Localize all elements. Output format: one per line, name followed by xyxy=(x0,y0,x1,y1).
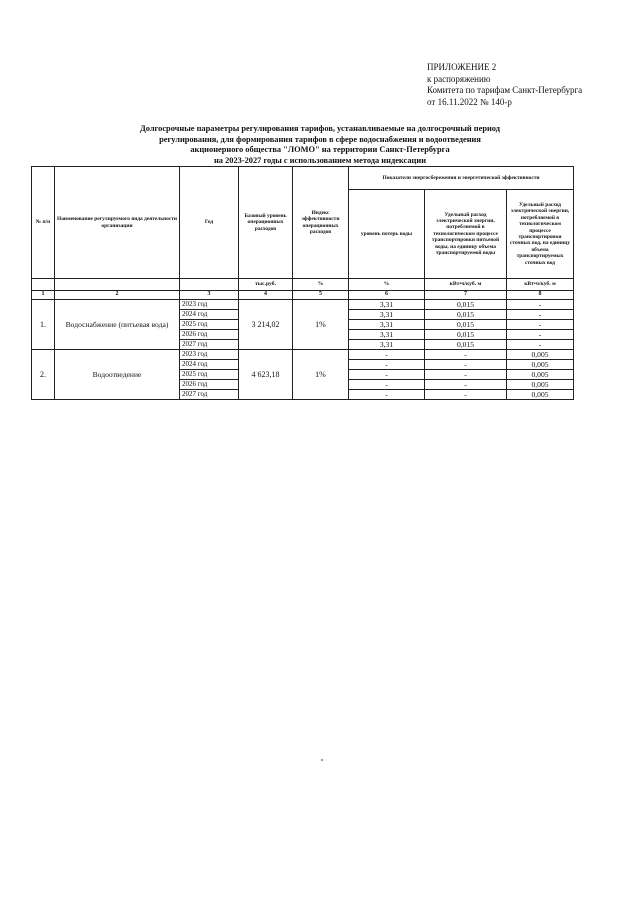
water-loss-value: - xyxy=(349,390,425,400)
elec-waste-value: 0,005 xyxy=(507,390,574,400)
col-number: 7 xyxy=(425,291,507,300)
water-loss-value: 3,31 xyxy=(349,310,425,320)
activity-name: Водоснабжение (питьевая вода) xyxy=(55,300,180,350)
efficiency-index-value: 1% xyxy=(293,350,349,400)
unit-loss: % xyxy=(349,279,425,291)
elec-water-value: - xyxy=(425,370,507,380)
appendix-header xyxy=(427,62,627,108)
water-loss-value: - xyxy=(349,350,425,360)
header-elec-water: Удельный расход электрической энергии, потребляемой в технологическом процессе транспортировки питьевой воды, на единицу объема транспортируемой воды xyxy=(425,190,507,279)
elec-waste-value: - xyxy=(507,330,574,340)
year-cell: 2026 год xyxy=(180,380,239,390)
elec-water-value: - xyxy=(425,390,507,400)
header-efficiency-index: Индекс эффективности операционных расходов xyxy=(293,167,349,279)
elec-water-value: 0,015 xyxy=(425,310,507,320)
document-title xyxy=(70,124,570,166)
year-cell: 2024 год xyxy=(180,360,239,370)
water-loss-value: - xyxy=(349,370,425,380)
activity-name: Водоотведение xyxy=(55,350,180,400)
year-cell: 2023 год xyxy=(180,300,239,310)
water-loss-value: - xyxy=(349,360,425,370)
table-row xyxy=(32,350,574,360)
unit-base: тыс.руб. xyxy=(239,279,293,291)
elec-water-value: 0,015 xyxy=(425,320,507,330)
water-loss-value: 3,31 xyxy=(349,320,425,330)
elec-waste-value: - xyxy=(507,300,574,310)
header-elec-waste: Удельный расход электрической энергии, потребляемой в технологическом процессе транспортировки сточных вод, на единицу объема транспортируемых сточных вод xyxy=(507,190,574,279)
year-cell: 2025 год xyxy=(180,370,239,380)
unit-elec-waste: кВт•ч/куб. м xyxy=(507,279,574,291)
elec-waste-value: - xyxy=(507,340,574,350)
elec-waste-value: - xyxy=(507,310,574,320)
elec-water-value: 0,015 xyxy=(425,300,507,310)
col-number: 1 xyxy=(32,291,55,300)
water-loss-value: 3,31 xyxy=(349,340,425,350)
table-row xyxy=(32,300,574,310)
elec-water-value: - xyxy=(425,360,507,370)
header-water-loss: уровень потерь воды xyxy=(349,190,425,279)
header-energy-group: Показатели энергосбережения и энергетической эффективности xyxy=(349,167,574,190)
appendix-date: от 16.11.2022 № 140-р xyxy=(427,96,512,107)
col-number: 4 xyxy=(239,291,293,300)
water-loss-value: 3,31 xyxy=(349,330,425,340)
header-base-opex: Базовый уровень операционных расходов xyxy=(239,167,293,279)
elec-water-value: 0,015 xyxy=(425,330,507,340)
scan-speck xyxy=(321,759,323,761)
header-num: № п/п xyxy=(32,167,55,279)
header-activity: Наименование регулируемого вида деятельности организации xyxy=(55,167,180,279)
row-number: 1. xyxy=(32,300,55,350)
col-number: 8 xyxy=(507,291,574,300)
col-number: 6 xyxy=(349,291,425,300)
water-loss-value: 3,31 xyxy=(349,300,425,310)
title-line-3: акционерного общества "ЛОМО" на территории Санкт-Петербурга xyxy=(190,145,450,154)
header-year: Год xyxy=(180,167,239,279)
title-line-1: Долгосрочные параметры регулирования тарифов, устанавливаемые на долгосрочный период xyxy=(140,124,500,133)
base-opex-value: 4 623,18 xyxy=(239,350,293,400)
col-number: 2 xyxy=(55,291,180,300)
title-line-4: на 2023-2027 годы с использованием метода индексации xyxy=(213,155,427,165)
year-cell: 2026 год xyxy=(180,330,239,340)
elec-water-value: 0,015 xyxy=(425,340,507,350)
appendix-label: ПРИЛОЖЕНИЕ 2 xyxy=(427,62,497,72)
appendix-order-ref: к распоряжению xyxy=(427,73,491,84)
year-cell: 2027 год xyxy=(180,390,239,400)
col-number: 5 xyxy=(293,291,349,300)
elec-waste-value: 0,005 xyxy=(507,360,574,370)
elec-water-value: - xyxy=(425,350,507,360)
elec-water-value: - xyxy=(425,380,507,390)
unit-elec-water: кВт•ч/куб. м xyxy=(425,279,507,291)
year-cell: 2027 год xyxy=(180,340,239,350)
parameters-table xyxy=(31,166,574,400)
appendix-committee: Комитета по тарифам Санкт-Петербурга xyxy=(427,85,583,95)
row-number: 2. xyxy=(32,350,55,400)
elec-waste-value: 0,005 xyxy=(507,350,574,360)
year-cell: 2023 год xyxy=(180,350,239,360)
col-number: 3 xyxy=(180,291,239,300)
elec-waste-value: 0,005 xyxy=(507,380,574,390)
unit-index: % xyxy=(293,279,349,291)
year-cell: 2025 год xyxy=(180,320,239,330)
base-opex-value: 3 214,02 xyxy=(239,300,293,350)
title-line-2: регулирования, для формирования тарифов в сфере водоснабжения и водоотведения xyxy=(159,134,481,144)
water-loss-value: - xyxy=(349,380,425,390)
elec-waste-value: - xyxy=(507,320,574,330)
year-cell: 2024 год xyxy=(180,310,239,320)
elec-waste-value: 0,005 xyxy=(507,370,574,380)
efficiency-index-value: 1% xyxy=(293,300,349,350)
